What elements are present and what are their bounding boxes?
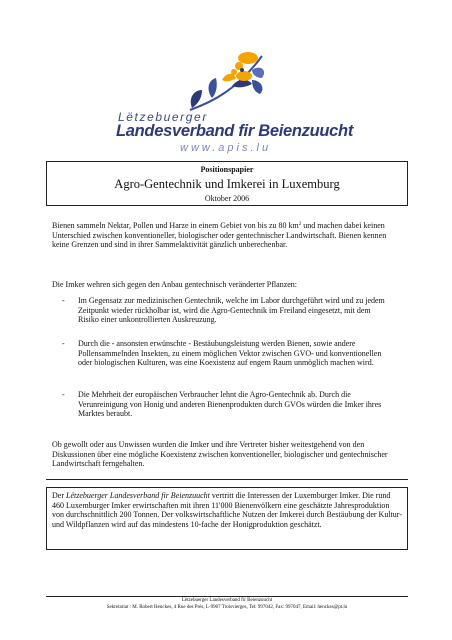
closing-paragraph: Ob gewollt oder aus Unwissen wurden die Imker und ihre Vertreter bisher weitestgehend von den Diskussionen über eine mögliche Koexistenz zwischen konventioneller, biologischer und gentechnischer Landwirtschaft ferngehalten. (52, 440, 388, 469)
divider (46, 479, 408, 480)
page-title: Agro-Gentechnik und Imkerei in Luxemburg (114, 177, 340, 191)
info-prefix: Der (52, 491, 66, 500)
bee-flower-icon (182, 50, 272, 118)
list-item (62, 339, 392, 368)
list-dash: - (62, 296, 65, 305)
intro-text-end: und machen dabei keinen Unterschied zwischen konventioneller, biologischer oder gentechnischer Landwirtschaft. Bienen kennen keine Grenzen und sind in ihrer Sammelaktivität gänzlich unberechenbar. (52, 221, 387, 250)
intro-paragraph (52, 221, 402, 250)
list-item (62, 390, 392, 419)
list-dash: - (62, 339, 65, 348)
footer (46, 598, 408, 611)
intro-superscript: 2 (298, 222, 302, 227)
logo-url: www.apis.lu (180, 142, 272, 154)
list-item-text: Im Gegensatz zur medizinischen Gentechnik, welche im Labor durchgeführt wird und zu jedem Zeitpunkt wieder rückholbar ist, wird die Agro-Gentechnik im Freiland eingesetzt, mit dem Risiko einer unkontrollierten Auskreuzung. (78, 296, 385, 325)
document-date: Oktober 2006 (204, 194, 250, 203)
document-kicker: Positionspapier (200, 165, 254, 174)
title-box (46, 161, 408, 206)
list-item-text: Die Mehrheit der europäischen Verbraucher lehnt die Agro-Gentechnik ab. Durch die Verunreinigung von Honig und anderen Bienenprodukten durch GVOs würden die Imker ihres Marktes beraubt. (78, 390, 382, 419)
list-dash: - (62, 390, 65, 399)
list-item-text: Durch die - ansonsten erwünschte - Bestäubungsleistung werden Bienen, sowie andere Pollensammelnden Insekten, zu einem möglichen Vektor zwischen GVO- und konventionellen oder biologischen Kulturen, was eine Koexistenz auf engem Raum unmöglich machen wird. (78, 339, 382, 368)
info-org-name: Lëtzebuerger Landesverband fir Beienzuucht (66, 491, 210, 500)
list-item (62, 296, 392, 325)
logo-line1: Lëtzebuerger (118, 110, 208, 124)
objection-lead: Die Imker wehren sich gegen den Anbau gentechnisch veränderter Pflanzen: (52, 280, 298, 289)
info-text: vertritt die Interessen der Luxemburger Imker. Die rund 460 Luxemburger Imker erwirtschaften mit ihren 11'000 Bienenvölkern eine geschätzte Jahresproduktion von durchschnittlich 200 Tonnen. Der volkswirtschaftliche Nutzen der Imkerei durch Bestäubung der Kultur- und Wildpflanzen wird auf das mindestens 10-fache der Honigproduktion geschätzt. (52, 491, 402, 530)
logo-line2: Landesverband fir Beienzuucht (116, 122, 354, 140)
info-box (46, 487, 408, 550)
footer-org: Lëtzebuerger Landesverband fir Beienzuucht (181, 598, 273, 603)
logo (116, 50, 354, 158)
footer-address: Sekretariat : M. Robert Henckes, 4 Rue des Prés, L-9907 Troisvierges, Tel: 997042, Fax: 997047, Email: henckes@pt.lu (106, 604, 348, 610)
intro-text-start: Bienen sammeln Nektar, Pollen und Harze in einem Gebiet von bis zu 80 km (52, 221, 299, 230)
footer-divider (46, 596, 408, 597)
